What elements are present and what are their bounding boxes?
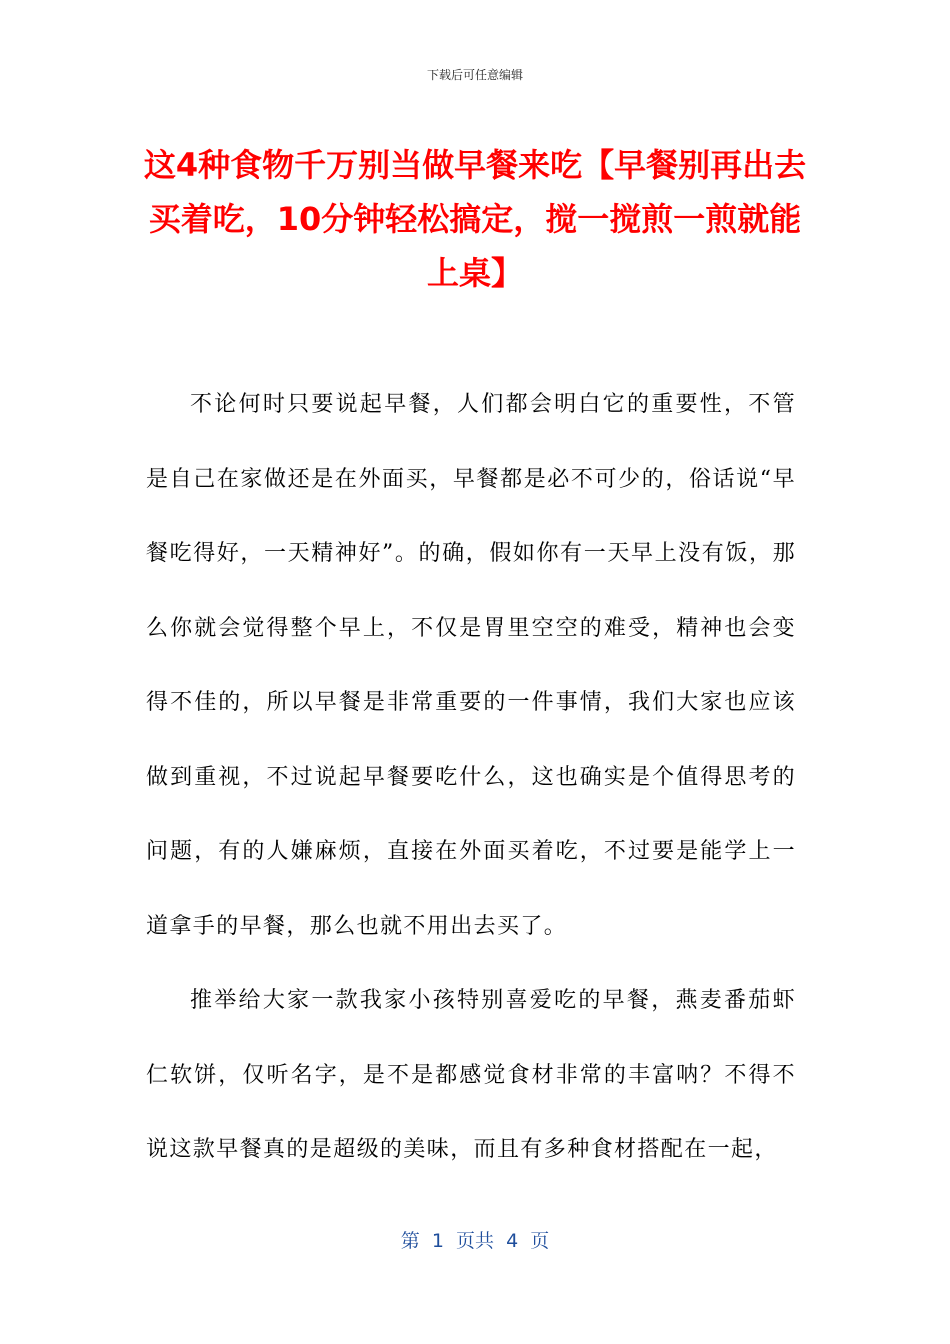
page-number-footer: 第 1 页共 4 页 <box>400 1230 550 1252</box>
document-title: 这4种食物千万别当做早餐来吃【早餐别再出去买着吃，10分钟轻松搞定，搅一搅煎一煎就能上桌】 <box>143 146 807 292</box>
paragraph-1: 不论何时只要说起早餐，人们都会明白它的重要性，不管是自己在家做还是在外面买，早餐都是必不可少的，俗话说“早餐吃得好，一天精神好”。的确，假如你有一天早上没有饭，那么你就会觉得整个早上，不仅是胃里空空的难受，精神也会变得不佳的，所以早餐是非常重要的一件事情，我们大家也应该做到重视，不过说起早餐要吃什么，这也确实是个值得思考的问题，有的人嫌麻烦，直接在外面买着吃，不过要是能学上一道拿手的早餐，那么也就不用出去买了。 <box>146 392 796 939</box>
paragraph-2: 推举给大家一款我家小孩特别喜爱吃的早餐，燕麦番茄虾仁软饼，仅听名字，是不是都感觉食材非常的丰富呐？不得不说这款早餐真的是超级的美味，而且有多种食材搭配在一起， <box>146 988 796 1162</box>
header-note: 下载后可任意编辑 <box>426 68 523 82</box>
document-body <box>146 368 796 1188</box>
